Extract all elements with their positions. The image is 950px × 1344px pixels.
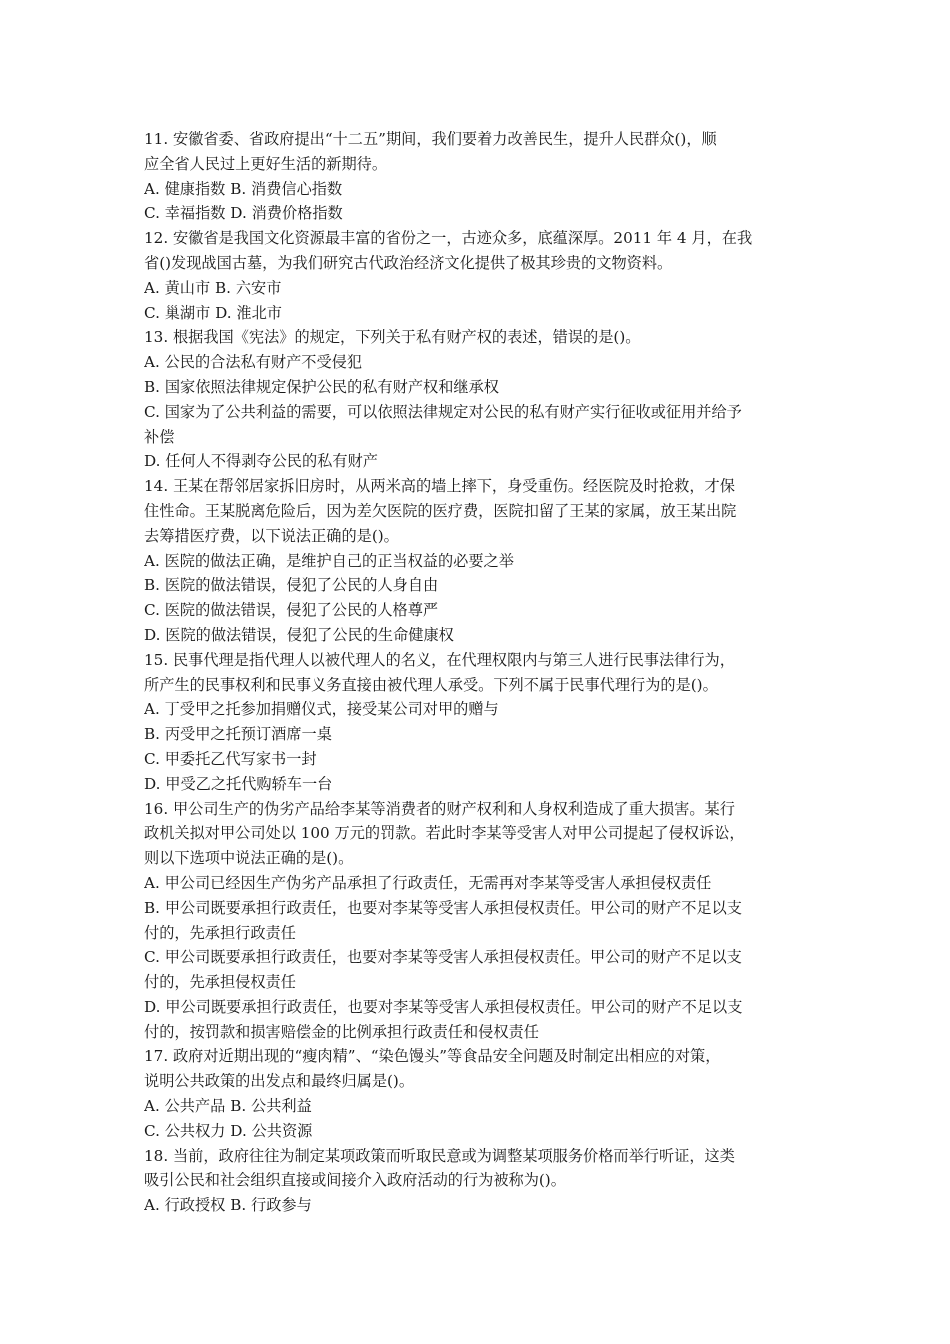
text-line: C. 国家为了公共利益的需要，可以依照法律规定对公民的私有财产实行征收或征用并给予 xyxy=(144,402,742,421)
text-line: A. 医院的做法正确，是维护自己的正当权益的必要之举 xyxy=(144,551,514,570)
text-line: C. 公共权力 D. 公共资源 xyxy=(144,1121,313,1140)
text-line: 省()发现战国古墓，为我们研究古代政治经济文化提供了极其珍贵的文物资料。 xyxy=(144,253,673,272)
text-line: A. 黄山市 B. 六安市 xyxy=(144,278,282,297)
text-line: 17. 政府对近期出现的“瘦肉精”、“染色馒头”等食品安全问题及时制定出相应的对策， xyxy=(144,1047,721,1066)
text-line: B. 国家依照法律规定保护公民的私有财产权和继承权 xyxy=(144,377,499,396)
text-line: 住性命。王某脱离危险后，因为差欠医院的医疗费，医院扣留了王某的家属，放王某出院 xyxy=(144,501,737,520)
text-line: 12. 安徽省是我国文化资源最丰富的省份之一，古迹众多，底蕴深厚。2011 年 4 月，在我 xyxy=(144,229,753,248)
text-line: 付的，按罚款和损害赔偿金的比例承担行政责任和侵权责任 xyxy=(144,1022,539,1041)
text-line: A. 行政授权 B. 行政参与 xyxy=(144,1196,312,1215)
text-line: D. 医院的做法错误，侵犯了公民的生命健康权 xyxy=(144,625,454,644)
text-line: 付的，先承担侵权责任 xyxy=(144,973,296,992)
text-line: A. 公民的合法私有财产不受侵犯 xyxy=(144,353,363,372)
text-line: A. 公共产品 B. 公共利益 xyxy=(144,1097,312,1116)
text-line: A. 丁受甲之托参加捐赠仪式，接受某公司对甲的赠与 xyxy=(144,700,499,719)
question-text-block xyxy=(144,127,808,1218)
text-line: C. 医院的做法错误，侵犯了公民的人格尊严 xyxy=(144,601,439,620)
text-line: 11. 安徽省委、省政府提出“十二五”期间，我们要着力改善民生，提升人民群众()，顺 xyxy=(144,130,717,148)
text-line: 去筹措医疗费，以下说法正确的是()。 xyxy=(144,526,399,545)
text-line: D. 任何人不得剥夺公民的私有财产 xyxy=(144,452,378,471)
text-line: 吸引公民和社会组织直接或间接介入政府活动的行为被称为()。 xyxy=(144,1171,566,1190)
text-line: 政机关拟对甲公司处以 100 万元的罚款。若此时李某等受害人对甲公司提起了侵权诉讼， xyxy=(144,824,745,843)
text-line: B. 医院的做法错误，侵犯了公民的人身自由 xyxy=(144,576,439,595)
text-line: C. 巢湖市 D. 淮北市 xyxy=(144,303,282,322)
text-line: 14. 王某在帮邻居家拆旧房时，从两米高的墙上摔下，身受重伤。经医院及时抢救，才保 xyxy=(144,477,735,496)
text-line: D. 甲受乙之托代购轿车一台 xyxy=(144,774,333,793)
text-line: C. 甲委托乙代写家书一封 xyxy=(144,749,317,768)
text-line: 说明公共政策的出发点和最终归属是()。 xyxy=(144,1072,415,1091)
text-line: 16. 甲公司生产的伪劣产品给李某等消费者的财产权利和人身权利造成了重大损害。某行 xyxy=(144,799,735,818)
text-line: 则以下选项中说法正确的是()。 xyxy=(144,849,354,868)
text-line: C. 幸福指数 D. 消费价格指数 xyxy=(144,204,343,223)
text-line: A. 甲公司已经因生产伪劣产品承担了行政责任，无需再对李某等受害人承担侵权责任 xyxy=(144,873,712,892)
text-line: D. 甲公司既要承担行政责任，也要对李某等受害人承担侵权责任。甲公司的财产不足以支 xyxy=(144,997,743,1016)
text-line: C. 甲公司既要承担行政责任，也要对李某等受害人承担侵权责任。甲公司的财产不足以支 xyxy=(144,948,742,967)
text-line: B. 甲公司既要承担行政责任，也要对李某等受害人承担侵权责任。甲公司的财产不足以支 xyxy=(144,898,742,917)
text-line: 付的，先承担行政责任 xyxy=(144,923,296,942)
text-line: 15. 民事代理是指代理人以被代理人的名义，在代理权限内与第三人进行民事法律行为， xyxy=(144,650,735,669)
text-line: 补偿 xyxy=(144,427,175,446)
text-line: B. 丙受甲之托预订酒席一桌 xyxy=(144,725,332,744)
text-line: A. 健康指数 B. 消费信心指数 xyxy=(144,179,343,198)
text-line: 13. 根据我国《宪法》的规定，下列关于私有财产权的表述，错误的是()。 xyxy=(144,328,641,347)
text-line: 应全省人民过上更好生活的新期待。 xyxy=(144,154,387,173)
text-line: 18. 当前，政府往往为制定某项政策而听取民意或为调整某项服务价格而举行听证，这类 xyxy=(144,1146,735,1165)
text-line: 所产生的民事权利和民事义务直接由被代理人承受。下列不属于民事代理行为的是()。 xyxy=(144,675,718,694)
